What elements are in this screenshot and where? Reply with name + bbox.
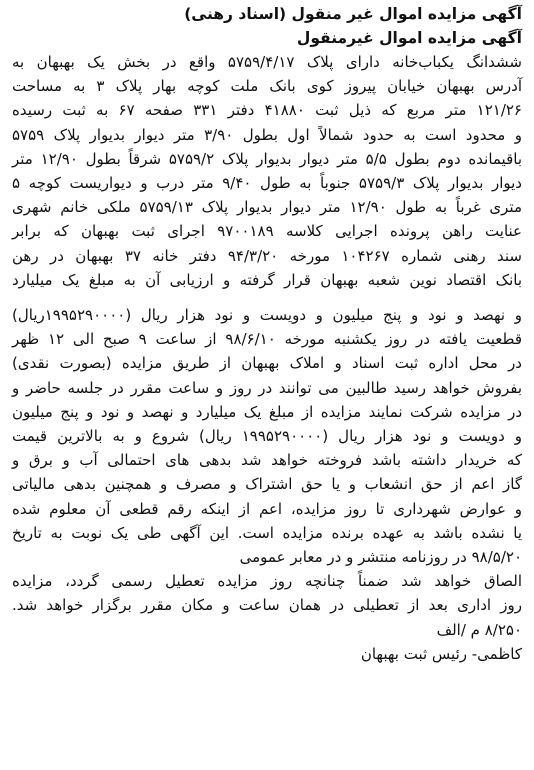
text-line: عنایت راهن پرونده اجرایی کلاسه ۹۷۰۰۱۸۹ اجرای ثبت بهبهان که برابر — [12, 222, 522, 241]
text-line: و عوارض شهرداری تا روز مزایده، اعم از اینکه رقم قطعی آن معلوم شده — [12, 499, 522, 518]
text-line: ۱۲۱/۲۶ متر مربع که ذیل ثبت ۴۱۸۸۰ دفتر ۳۳۱ صفحه ۶۷ به ثبت رسیده — [12, 101, 522, 120]
text-line: متری غرباً به طول ۱۲/۹۰ متر دیوار بدیوار پلاک ۵۷۵۹/۱۳ ملکی خانم شهری — [12, 198, 522, 217]
text-line: بفروش خواهد رسید طالبین می توانند در روز و ساعت مقرر در جلسه حاضر و — [12, 378, 522, 397]
text-line: بانک اقتصاد نوین شعبه بهبهان قرار گرفته و ارزیابی آن به مبلغ یک میلیارد — [12, 270, 522, 289]
text-line: و نهصد و نود و پنج میلیون و دویست و نود هزار ریال (۱۹۹۵۲۹۰۰۰۰ریال) — [12, 306, 522, 325]
notice-paragraph-auction — [12, 303, 522, 642]
text-line: گاز اعم از حق انشعاب و یا حق اشتراک و مصرف و همچنین بدهی مالیاتی — [12, 475, 522, 494]
text-line: دیوار بدیوار پلاک ۵۷۵۹/۳ جنوباً به طول ۹/۴۰ متر درب و دیواریست کوچه ۵ — [12, 174, 522, 193]
reference-number: ۸/۲۵۰ م /الف — [436, 620, 522, 639]
text-line: و محدود است به حدود شمالاً اول بطول ۳/۹۰ متر دیوار بدیوار پلاک ۵۷۵۹ — [12, 125, 522, 144]
notice-paragraph-property — [12, 50, 522, 292]
paragraph-gap — [12, 292, 522, 303]
notice-subtitle: آگهی مزایده اموال غیرمنقول — [296, 29, 522, 47]
text-line: که خریدار داشته باشد فروخته خواهد شد بدهی های احتمالی آب و برق و — [12, 451, 522, 470]
text-line: ۹۸/۵/۲۰ در روزنامه منتشر و در معابر عمومی — [239, 548, 522, 567]
text-line: سند رهنی شماره ۱۰۴۲۶۷ مورخه ۹۴/۳/۲۰ دفتر خانه ۳۷ بهبهان در رهن — [12, 246, 522, 265]
text-line: ششدانگ یکباب‌خانه دارای پلاک ۵۷۵۹/۴/۱۷ واقع در بخش یک بهبهان به — [12, 53, 522, 71]
text-line: و دویست و نود هزار ریال (۱۹۹۵۲۹۰۰۰۰ ریال) شروع و به بالاترین قیمت — [12, 427, 522, 446]
notice-title: آگهی مزایده اموال غیر منقول (اسناد رهنی) — [184, 5, 522, 23]
text-line: باقیمانده دوم بطول ۵/۵ متر دیوار بدیوار پلاک ۵۷۵۹/۲ شرقاً بطول ۱۲/۹۰ متر — [12, 149, 522, 168]
text-line: آدرس بهبهان خیابان پیروز کوی بانک ملت کوچه بهار پلاک ۳ به مساحت — [12, 77, 522, 96]
text-line: یا نشده باشد به عهده برنده مزایده است. این آگهی طی یک نوبت به تاریخ — [12, 523, 522, 542]
signature: کاظمی- رئیس ثبت بهبهان — [360, 644, 522, 663]
text-line: روز اداری بعد از تعطیلی در همان ساعت و مکان مقرر برگزار خواهد شد. — [12, 596, 522, 615]
text-line: الصاق خواهد شد ضمناً چنانچه روز مزایده تعطیل رسمی گردد، مزایده — [12, 572, 522, 591]
text-line: در مزایده شرکت نمایند مزایده از مبلغ یک میلیارد و نهصد و نود و پنج میلیون — [12, 402, 522, 421]
text-line: در محل اداره ثبت اسناد و املاک بهبهان از طریق مزایده (بصورت نقدی) — [12, 354, 522, 373]
text-line: قطعیت یافته در روز یکشنبه مورخه ۹۸/۶/۱۰ از ساعت ۹ صبح الی ۱۲ ظهر — [12, 330, 522, 349]
